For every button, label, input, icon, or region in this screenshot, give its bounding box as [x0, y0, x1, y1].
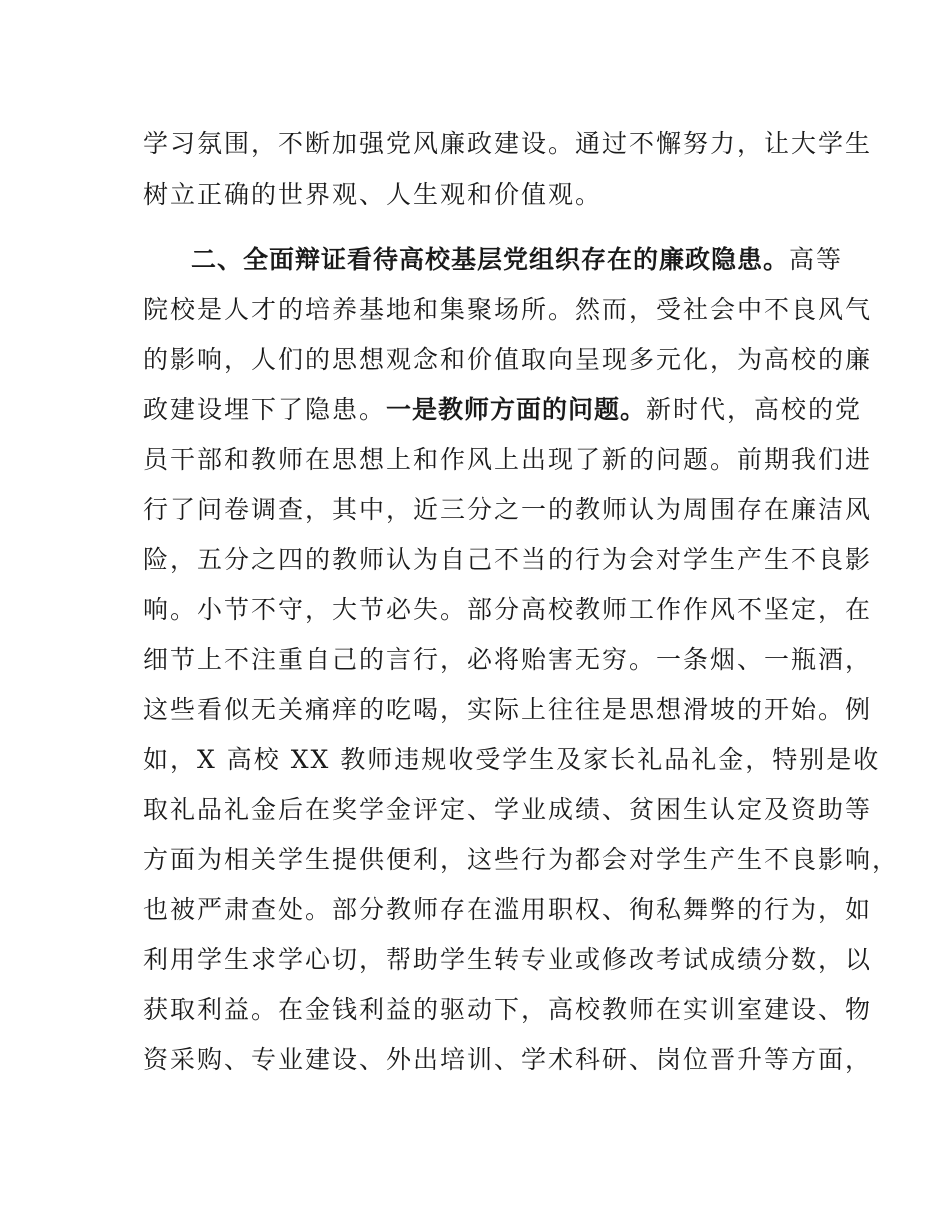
text-run: 新时代，高校的党 — [646, 395, 863, 424]
text-line: 这些看似无关痛痒的吃喝，实际上往往是思想滑坡的开始。例 — [143, 695, 873, 724]
text-line: 响。小节不守，大节必失。部分高校教师工作作风不坚定，在 — [143, 595, 873, 624]
text-line: 如，X 高校 XX 教师违规收受学生及家长礼品礼金，特别是收 — [143, 745, 881, 774]
text-line: 也被严肃查处。部分教师存在滥用职权、徇私舞弊的行为，如 — [143, 895, 873, 924]
section-heading: 二、全面辩证看待高校基层党组织存在的廉政隐患。 — [191, 245, 790, 274]
text-run: 高等 — [789, 245, 844, 274]
text-line: 资采购、专业建设、外出培训、学术科研、岗位晋升等方面， — [143, 1045, 873, 1074]
text-line: 取礼品礼金后在奖学金评定、学业成绩、贫困生认定及资助等 — [143, 795, 873, 824]
sub-heading: 一是教师方面的问题。 — [386, 395, 647, 424]
text-line: 行了问卷调查，其中，近三分之一的教师认为周围存在廉洁风 — [143, 495, 873, 524]
text-line: 树立正确的世界观、人生观和价值观。 — [143, 180, 603, 209]
text-line — [191, 240, 871, 280]
text-line: 获取利益。在金钱利益的驱动下，高校教师在实训室建设、物 — [143, 995, 873, 1024]
text-line: 院校是人才的培养基地和集聚场所。然而，受社会中不良风气 — [143, 295, 873, 324]
text-line: 利用学生求学心切，帮助学生转专业或修改考试成绩分数，以 — [143, 945, 873, 974]
text-line: 方面为相关学生提供便利，这些行为都会对学生产生不良影响， — [143, 845, 900, 874]
text-line: 细节上不注重自己的言行，必将贻害无穷。一条烟、一瓶酒， — [143, 645, 873, 674]
text-line: 险，五分之四的教师认为自己不当的行为会对学生产生不良影 — [143, 545, 873, 574]
text-line: 的影响，人们的思想观念和价值取向呈现多元化，为高校的廉 — [143, 345, 873, 374]
text-line — [143, 390, 863, 430]
text-line: 学习氛围，不断加强党风廉政建设。通过不懈努力，让大学生 — [143, 129, 873, 158]
text-line: 员干部和教师在思想上和作风上出现了新的问题。前期我们进 — [143, 445, 873, 474]
text-run: 政建设埋下了隐患。 — [143, 395, 387, 424]
